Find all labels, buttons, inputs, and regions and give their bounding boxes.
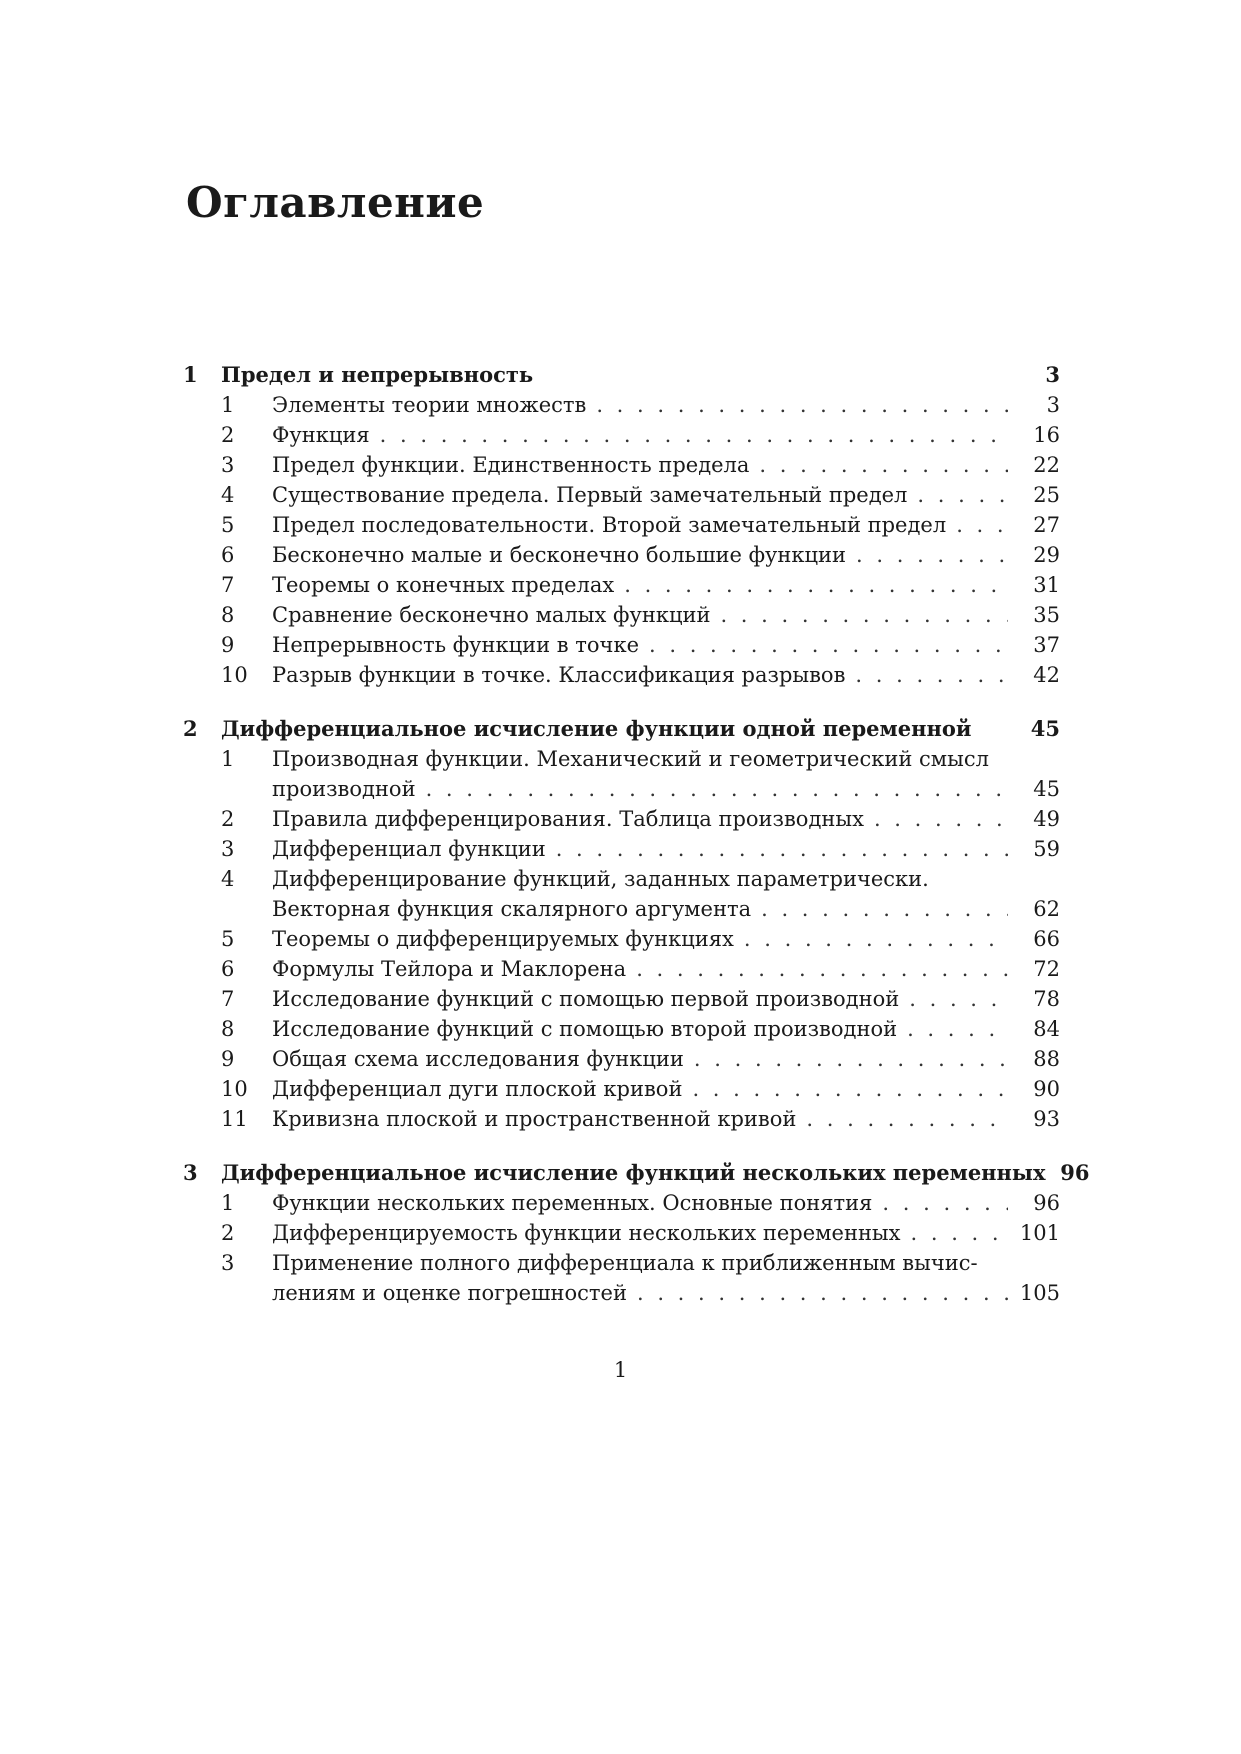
- section-text: [272, 450, 1060, 480]
- leader-dots: [806, 1104, 1008, 1134]
- chapter-number: 1: [183, 362, 198, 387]
- toc-section-entry[interactable]: [183, 1104, 1060, 1134]
- section-title: Теоремы о дифференцируемых функциях: [272, 927, 734, 951]
- leader-dots: [596, 390, 1008, 420]
- toc-section-entry[interactable]: [183, 450, 1060, 480]
- leader-dots: [907, 1014, 1008, 1044]
- leader-dots: [694, 1044, 1008, 1074]
- section-number: 3: [221, 837, 235, 861]
- leader-dots: [637, 1278, 1008, 1308]
- chapter-gap: [183, 1134, 1060, 1158]
- chapter-text: [221, 714, 1060, 744]
- section-page: 27: [1033, 513, 1060, 537]
- section-number: 9: [221, 1047, 235, 1071]
- chapter-text: [221, 360, 1060, 390]
- section-text: [272, 984, 1060, 1014]
- toc-section-entry[interactable]: [183, 774, 1060, 804]
- leader-dots: [744, 924, 1008, 954]
- section-text: [272, 390, 1060, 420]
- section-title: Дифференциал дуги плоской кривой: [272, 1077, 683, 1101]
- section-number: 7: [221, 987, 235, 1011]
- leader-dots: [636, 954, 1008, 984]
- section-title: Элементы теории множеств: [272, 393, 587, 417]
- section-title: Формулы Тейлора и Маклорена: [272, 957, 627, 981]
- section-text: [272, 1044, 1060, 1074]
- leader-dots: [956, 510, 1008, 540]
- toc-section-entry[interactable]: [183, 1044, 1060, 1074]
- section-page: 16: [1033, 423, 1060, 447]
- section-text: [272, 744, 1060, 774]
- leader-dots: [692, 1074, 1008, 1104]
- section-page: 90: [1033, 1077, 1060, 1101]
- section-number: 10: [221, 1077, 248, 1101]
- section-page: 101: [1019, 1221, 1060, 1245]
- section-text: [272, 1278, 1060, 1308]
- chapter-page: 96: [1060, 1160, 1090, 1185]
- toc-section-entry[interactable]: [183, 894, 1060, 924]
- section-text: [272, 894, 1060, 924]
- page-number: 1: [613, 1358, 628, 1382]
- section-page: 3: [1046, 393, 1060, 417]
- section-title: Предел последовательности. Второй замечательный предел: [272, 513, 947, 537]
- toc-section-entry[interactable]: [183, 480, 1060, 510]
- section-title: Бесконечно малые и бесконечно большие функции: [272, 543, 847, 567]
- toc-section-entry[interactable]: [183, 1218, 1060, 1248]
- leader-dots: [720, 600, 1008, 630]
- chapter-title: Дифференциальное исчисление функций нескольких переменных: [221, 1160, 1046, 1185]
- section-number: 7: [221, 573, 235, 597]
- chapter-page: 3: [1045, 362, 1060, 387]
- section-text: [272, 630, 1060, 660]
- section-title: Разрыв функции в точке. Классификация разрывов: [272, 663, 846, 687]
- leader-dots: [624, 570, 1008, 600]
- section-title: Кривизна плоской и пространственной кривой: [272, 1107, 797, 1131]
- section-text: [272, 540, 1060, 570]
- section-text: [272, 1218, 1060, 1248]
- section-number: 8: [221, 603, 235, 627]
- section-text: [272, 1188, 1060, 1218]
- section-page: 35: [1033, 603, 1060, 627]
- section-page: 88: [1033, 1047, 1060, 1071]
- section-title: Непрерывность функции в точке: [272, 633, 639, 657]
- section-text: [272, 1074, 1060, 1104]
- section-page: 59: [1033, 837, 1060, 861]
- leader-dots: [882, 1188, 1008, 1218]
- toc-section-entry[interactable]: [183, 1074, 1060, 1104]
- section-page: 84: [1033, 1017, 1060, 1041]
- leader-dots: [874, 804, 1008, 834]
- section-page: 42: [1033, 663, 1060, 687]
- section-number: 6: [221, 957, 235, 981]
- section-number: 2: [221, 807, 235, 831]
- section-number: 8: [221, 1017, 235, 1041]
- section-number: 3: [221, 453, 235, 477]
- toc-section-entry[interactable]: [183, 924, 1060, 954]
- section-title: Производная функции. Механический и геометрический смысл: [272, 747, 989, 771]
- toc-section-entry[interactable]: [183, 1014, 1060, 1044]
- section-text: [272, 480, 1060, 510]
- toc-section-entry[interactable]: [183, 834, 1060, 864]
- section-number: 4: [221, 483, 235, 507]
- section-title: Функция: [272, 423, 370, 447]
- section-title: Применение полного дифференциала к приближенным вычис-: [272, 1251, 978, 1275]
- leader-dots: [380, 420, 1008, 450]
- section-title: Теоремы о конечных пределах: [272, 573, 615, 597]
- section-number: 6: [221, 543, 235, 567]
- section-number: 2: [221, 423, 235, 447]
- leader-dots: [759, 450, 1008, 480]
- leader-dots: [761, 894, 1008, 924]
- toc-section-entry[interactable]: [183, 600, 1060, 630]
- leader-dots: [911, 1218, 1009, 1248]
- section-number: 2: [221, 1221, 235, 1245]
- section-page: 25: [1033, 483, 1060, 507]
- section-text: [272, 924, 1060, 954]
- leader-dots: [426, 774, 1008, 804]
- section-page: 49: [1033, 807, 1060, 831]
- toc-section-entry[interactable]: [183, 540, 1060, 570]
- section-number: 4: [221, 867, 235, 891]
- toc-section-entry[interactable]: [183, 804, 1060, 834]
- section-title: Правила дифференцирования. Таблица производных: [272, 807, 864, 831]
- section-page: 93: [1033, 1107, 1060, 1131]
- section-number: 10: [221, 663, 248, 687]
- toc-section-entry[interactable]: [183, 744, 1060, 774]
- leader-dots: [909, 984, 1008, 1014]
- chapter-title: Предел и непрерывность: [221, 362, 534, 387]
- section-number: 9: [221, 633, 235, 657]
- section-title: Общая схема исследования функции: [272, 1047, 684, 1071]
- toc-section-entry[interactable]: [183, 390, 1060, 420]
- section-page: 29: [1033, 543, 1060, 567]
- section-page: 22: [1033, 453, 1060, 477]
- section-text: [272, 600, 1060, 630]
- section-text: [272, 660, 1060, 690]
- toc-section-entry[interactable]: [183, 984, 1060, 1014]
- toc-section-entry[interactable]: [183, 510, 1060, 540]
- toc-section-entry[interactable]: [183, 570, 1060, 600]
- section-page: 78: [1033, 987, 1060, 1011]
- page-title: Оглавление: [186, 178, 485, 227]
- toc-section-entry[interactable]: [183, 1188, 1060, 1218]
- section-page: 96: [1033, 1191, 1060, 1215]
- section-text: [272, 834, 1060, 864]
- section-title: Дифференциал функции: [272, 837, 546, 861]
- chapter-title: Дифференциальное исчисление функции одной переменной: [221, 716, 972, 741]
- toc-section-entry[interactable]: [183, 954, 1060, 984]
- leader-dots: [556, 834, 1008, 864]
- section-number: 1: [221, 747, 235, 771]
- section-number: 3: [221, 1251, 235, 1275]
- toc-section-entry[interactable]: [183, 864, 1060, 894]
- toc-section-entry[interactable]: [183, 420, 1060, 450]
- section-text: [272, 570, 1060, 600]
- section-title: Исследование функций с помощью первой производной: [272, 987, 900, 1011]
- toc-chapter-entry[interactable]: [183, 714, 1060, 744]
- toc-section-entry[interactable]: [183, 660, 1060, 690]
- section-page: 62: [1033, 897, 1060, 921]
- section-title: Дифференцирование функций, заданных параметрически.: [272, 867, 929, 891]
- section-text: [272, 510, 1060, 540]
- chapter-number: 3: [183, 1160, 198, 1185]
- toc-section-entry[interactable]: [183, 1248, 1060, 1278]
- leader-dots: [855, 660, 1008, 690]
- section-text: [272, 954, 1060, 984]
- section-text: [272, 774, 1060, 804]
- section-title: Сравнение бесконечно малых функций: [272, 603, 711, 627]
- section-text: [272, 804, 1060, 834]
- section-number: 11: [221, 1107, 248, 1131]
- section-number: 1: [221, 1191, 235, 1215]
- section-page: 45: [1033, 777, 1060, 801]
- section-page: 66: [1033, 927, 1060, 951]
- section-number: 5: [221, 513, 235, 537]
- section-text: [272, 864, 1060, 894]
- leader-dots: [856, 540, 1008, 570]
- chapter-page: 45: [1030, 716, 1060, 741]
- section-title: Существование предела. Первый замечательный предел: [272, 483, 908, 507]
- section-title: лениям и оценке погрешностей: [272, 1281, 627, 1305]
- section-number: 5: [221, 927, 235, 951]
- toc-section-entry[interactable]: [183, 1278, 1060, 1308]
- section-number: 1: [221, 393, 235, 417]
- section-page: 31: [1033, 573, 1060, 597]
- section-title: Исследование функций с помощью второй производной: [272, 1017, 898, 1041]
- section-text: [272, 1014, 1060, 1044]
- section-title: Векторная функция скалярного аргумента: [272, 897, 752, 921]
- toc-section-entry[interactable]: [183, 630, 1060, 660]
- section-page: 72: [1033, 957, 1060, 981]
- section-text: [272, 1248, 1060, 1278]
- leader-dots: [649, 630, 1008, 660]
- section-page: 37: [1033, 633, 1060, 657]
- section-title: Предел функции. Единственность предела: [272, 453, 750, 477]
- section-page: 105: [1019, 1281, 1060, 1305]
- toc-chapter-entry[interactable]: [183, 360, 1060, 390]
- section-title: производной: [272, 777, 416, 801]
- section-text: [272, 1104, 1060, 1134]
- section-text: [272, 420, 1060, 450]
- toc-chapter-entry[interactable]: [183, 1158, 1090, 1188]
- chapter-text: [221, 1158, 1090, 1188]
- chapter-number: 2: [183, 716, 198, 741]
- section-title: Функции нескольких переменных. Основные понятия: [272, 1191, 873, 1215]
- chapter-gap: [183, 690, 1060, 714]
- table-of-contents: [183, 360, 1090, 1308]
- leader-dots: [917, 480, 1008, 510]
- section-title: Дифференцируемость функции нескольких переменных: [272, 1221, 901, 1245]
